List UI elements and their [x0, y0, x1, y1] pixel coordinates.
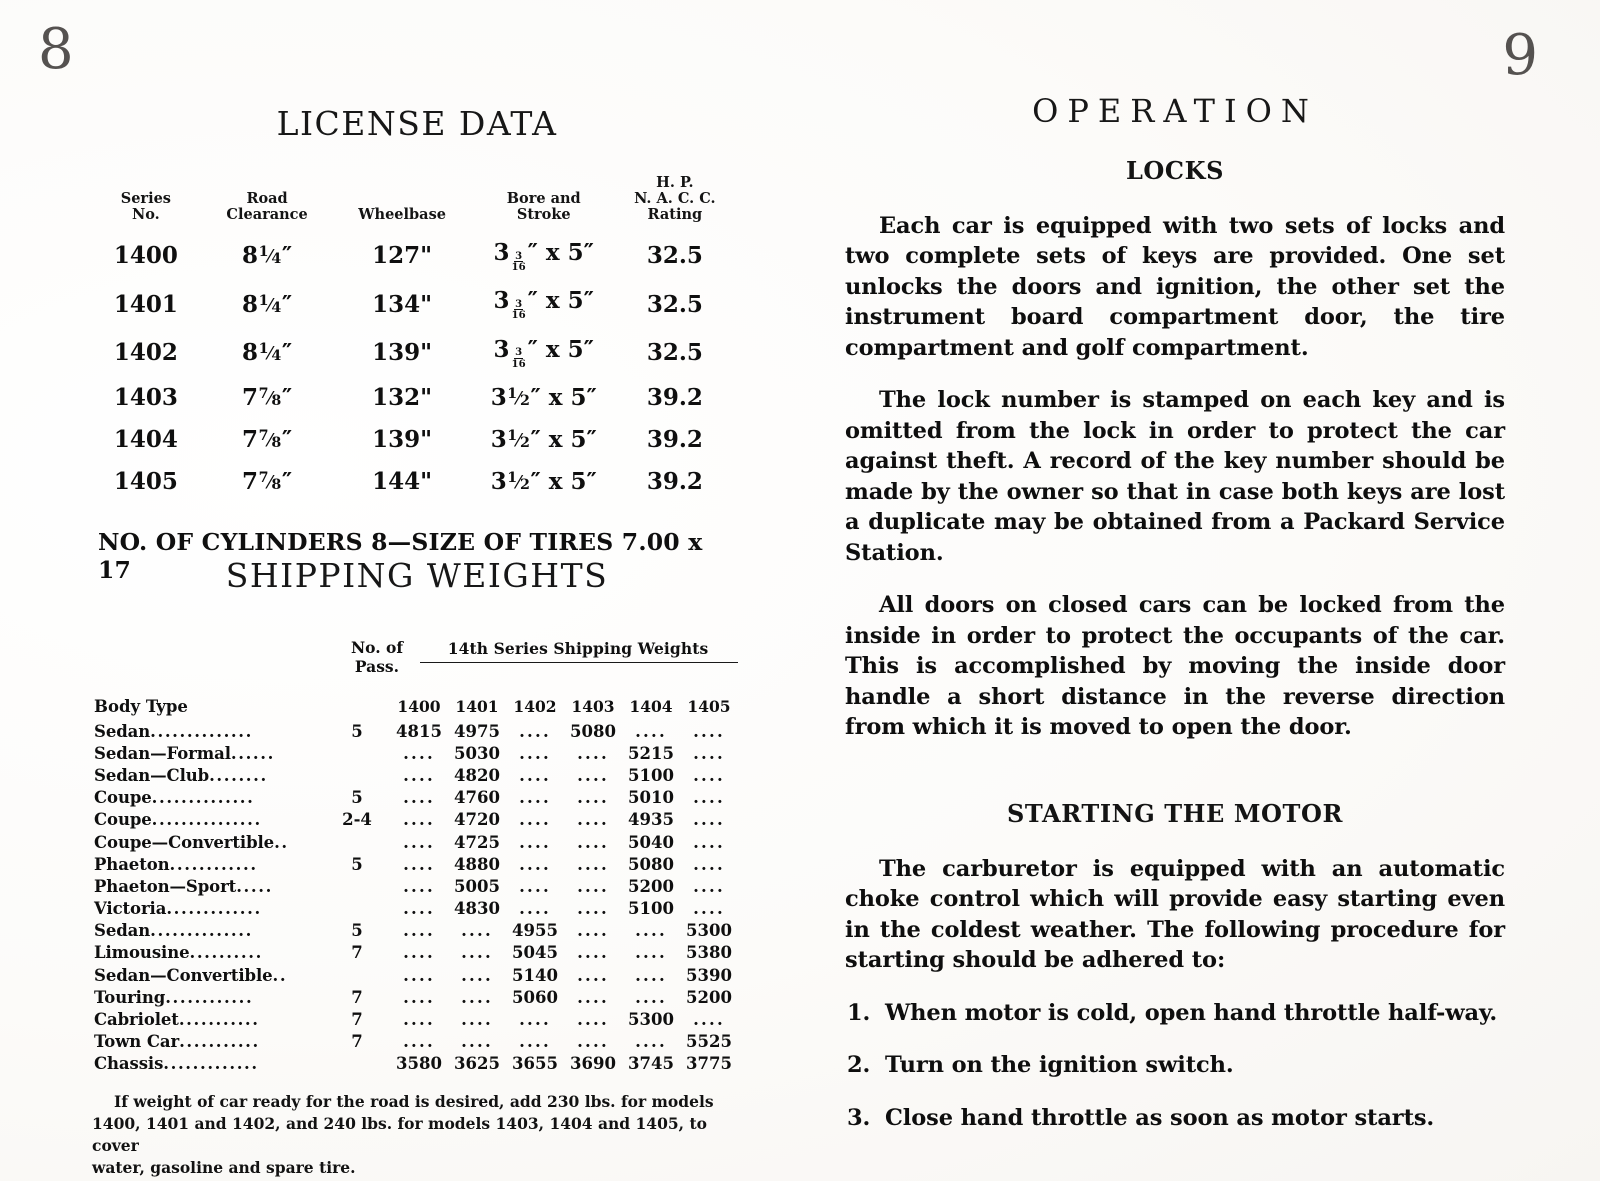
leader-dots: .............. — [151, 788, 255, 808]
shipping-cell-weight-1404: 3745 — [628, 1054, 674, 1074]
license-cell-wheelbase: 132" — [372, 383, 433, 411]
shipping-cell-weight-1401: 4975 — [454, 721, 500, 741]
shipping-body-type-label: Town Car — [94, 1032, 180, 1052]
license-cell-wheelbase: 139" — [372, 338, 433, 366]
shipping-cell-body-type — [92, 898, 324, 920]
leader-dots: ............. — [166, 899, 262, 919]
shipping-cell-weight-1403: .... — [577, 1032, 609, 1052]
leader-dots: ........ — [209, 765, 268, 785]
operation-section — [845, 92, 1505, 1155]
shipping-header-model-1400: 1400 — [397, 697, 441, 716]
shipping-body-type-label: Chassis — [94, 1054, 164, 1074]
shipping-body-type-label: Phaeton—Sport — [94, 876, 237, 896]
leader-dots: .............. — [150, 721, 253, 741]
shipping-cell-weight-1400: 4815 — [396, 721, 442, 741]
shipping-table-row — [92, 898, 738, 920]
license-table-row — [92, 232, 732, 280]
left-page — [92, 0, 742, 1181]
starting-intro-paragraph: The carburetor is equipped with an automatic choke control which will provide easy starting even in the coldest weather. The following procedure for starting should be adhered to: — [845, 855, 1505, 974]
starting-the-motor-heading: STARTING THE MOTOR — [1006, 798, 1344, 828]
license-header-road-clearance: Road Clearance — [226, 190, 308, 224]
shipping-cell-weight-1405: .... — [693, 854, 725, 874]
locks-paragraph: Each car is equipped with two sets of locks and two complete sets of keys are provided. One set unlocks the doors and ignition, the other set the instrument board compartment door, the tire compartment and golf compartment. — [845, 213, 1505, 361]
shipping-table-row — [92, 875, 738, 897]
spacer-after-starting-heading — [845, 828, 1505, 854]
shipping-cell-weight-1405: 5525 — [686, 1032, 732, 1052]
shipping-cell-passengers — [324, 742, 390, 764]
license-cell-road-clearance: 81⁄4″ — [242, 242, 293, 270]
shipping-cell-weight-1400: .... — [403, 788, 435, 808]
shipping-cell-weight-1402: .... — [519, 899, 551, 919]
shipping-cell-weight-1403: .... — [577, 876, 609, 896]
starting-steps-list — [845, 998, 1505, 1133]
shipping-cell-weight-1403: 3690 — [570, 1054, 616, 1074]
shipping-cell-weight-1405: 5300 — [686, 921, 732, 941]
shipping-cell-weight-1405: 5380 — [686, 943, 732, 963]
shipping-weights-table — [92, 697, 738, 1075]
leader-dots: ...... — [230, 743, 275, 763]
shipping-cell-weight-1400: .... — [403, 899, 435, 919]
shipping-cell-weight-1401: .... — [461, 921, 493, 941]
shipping-table-row — [92, 720, 738, 742]
leader-dots: ........... — [179, 1032, 260, 1052]
shipping-cell-weight-1401: 4830 — [454, 899, 500, 919]
spacer-after-operation-title — [845, 130, 1505, 156]
shipping-body-type-label: Coupe — [94, 788, 152, 808]
shipping-cell-weight-1401: 4820 — [454, 765, 500, 785]
shipping-cell-weight-1405: 5200 — [686, 987, 732, 1007]
operation-title: OPERATION — [1032, 92, 1318, 130]
license-table-row — [92, 418, 732, 460]
starting-step-text: Close hand throttle as soon as motor starts. — [885, 1104, 1435, 1131]
locks-paragraphs — [845, 211, 1505, 743]
shipping-footnote-line-1: If weight of car ready for the road is desired, add 230 lbs. for models — [114, 1092, 714, 1111]
shipping-cell-weight-1400: .... — [403, 921, 435, 941]
shipping-cell-passengers — [324, 831, 390, 853]
shipping-cell-weight-1401: .... — [461, 1010, 493, 1030]
shipping-cell-weight-1404: 5200 — [628, 876, 674, 896]
shipping-body-type-label: Sedan—Club — [94, 765, 210, 785]
shipping-table-row — [92, 920, 738, 942]
shipping-cell-body-type — [92, 764, 324, 786]
license-cell-road-clearance: 77⁄8″ — [242, 425, 293, 453]
spacer-after-locks-heading — [845, 185, 1505, 211]
shipping-cell-weight-1405: .... — [693, 743, 725, 763]
shipping-cell-passengers — [324, 764, 390, 786]
shipping-body-type-label: Coupe — [94, 810, 152, 830]
license-cell-bore-and-stroke: 31⁄2″ x 5″ — [490, 467, 597, 495]
shipping-cell-passengers — [324, 898, 390, 920]
shipping-cell-body-type — [92, 809, 324, 831]
shipping-cell-weight-1402: .... — [519, 832, 551, 852]
license-cell-series: 1401 — [113, 290, 178, 318]
shipping-span-label: 14th Series Shipping Weights — [447, 639, 709, 658]
license-header-series: Series No. — [120, 190, 171, 224]
shipping-cell-weight-1401: .... — [461, 943, 493, 963]
license-cell-hp-rating: 32.5 — [646, 338, 703, 366]
shipping-cell-body-type — [92, 831, 324, 853]
shipping-cell-body-type — [92, 787, 324, 809]
shipping-no-of-pass-header: No. of Pass. — [350, 638, 404, 676]
shipping-cell-passengers: 7 — [351, 1032, 363, 1052]
license-cell-hp-rating: 39.2 — [646, 425, 703, 453]
shipping-cell-passengers — [324, 875, 390, 897]
shipping-cell-body-type — [92, 920, 324, 942]
leader-dots: .............. — [150, 921, 253, 941]
license-cell-hp-rating: 39.2 — [646, 467, 703, 495]
shipping-cell-weight-1405: .... — [693, 876, 725, 896]
license-table-row — [92, 460, 732, 502]
shipping-cell-passengers: 2-4 — [342, 810, 372, 830]
shipping-table-row — [92, 742, 738, 764]
shipping-weights-title: SHIPPING WEIGHTS — [225, 556, 609, 595]
shipping-table-row — [92, 764, 738, 786]
shipping-cell-weight-1403: .... — [577, 743, 609, 763]
starting-step-number: 1. — [847, 999, 871, 1026]
shipping-cell-weight-1402: 5140 — [512, 965, 558, 985]
page-number-right: 9 — [1502, 23, 1538, 88]
license-header-bore-stroke: Bore and Stroke — [506, 190, 581, 224]
shipping-cell-weight-1405: .... — [693, 788, 725, 808]
shipping-cell-weight-1401: 5005 — [454, 876, 500, 896]
shipping-cell-weight-1400: .... — [403, 854, 435, 874]
starting-step-text: When motor is cold, open hand throttle half-way. — [885, 999, 1498, 1026]
license-cell-road-clearance: 81⁄4″ — [242, 290, 293, 318]
leader-dots: ............ — [165, 987, 254, 1007]
shipping-cell-weight-1402: .... — [519, 765, 551, 785]
shipping-header-pass-spacer — [324, 697, 390, 720]
license-data-table — [92, 175, 732, 502]
shipping-body-type-label: Touring — [94, 987, 166, 1007]
license-cell-road-clearance: 81⁄4″ — [242, 338, 293, 366]
shipping-cell-weight-1403: .... — [577, 965, 609, 985]
shipping-cell-body-type — [92, 875, 324, 897]
license-table-row — [92, 376, 732, 418]
shipping-weights-span-header — [92, 631, 742, 697]
shipping-table-row — [92, 1031, 738, 1053]
license-cell-road-clearance: 77⁄8″ — [242, 383, 293, 411]
shipping-cell-weight-1402: 3655 — [512, 1054, 558, 1074]
shipping-header-model-1404: 1404 — [629, 697, 673, 716]
shipping-cell-weight-1400: .... — [403, 765, 435, 785]
shipping-cell-weight-1400: .... — [403, 810, 435, 830]
shipping-table-row — [92, 942, 738, 964]
shipping-cell-weight-1401: 4720 — [454, 810, 500, 830]
shipping-table-row — [92, 986, 738, 1008]
license-cell-bore-and-stroke: 3 $\frac{3}{16}$ ″ x 5″ — [493, 287, 594, 322]
shipping-cell-weight-1405: .... — [693, 899, 725, 919]
shipping-cell-weight-1402: .... — [519, 854, 551, 874]
starting-step-number: 3. — [847, 1104, 871, 1131]
shipping-table-row — [92, 1008, 738, 1030]
shipping-cell-weight-1403: 5080 — [570, 721, 616, 741]
shipping-cell-weight-1404: .... — [635, 943, 667, 963]
starting-step-item — [845, 1050, 1505, 1080]
leader-dots: .. — [272, 965, 288, 985]
shipping-cell-weight-1403: .... — [577, 832, 609, 852]
shipping-body-type-label: Sedan — [94, 921, 151, 941]
shipping-cell-weight-1400: .... — [403, 743, 435, 763]
shipping-cell-weight-1402: .... — [519, 876, 551, 896]
shipping-cell-weight-1405: .... — [693, 721, 725, 741]
starting-step-number: 2. — [847, 1052, 871, 1079]
shipping-cell-weight-1400: .... — [403, 832, 435, 852]
shipping-cell-weight-1405: 5390 — [686, 965, 732, 985]
leader-dots: ............ — [169, 854, 258, 874]
shipping-cell-weight-1403: .... — [577, 987, 609, 1007]
shipping-footnote — [92, 1091, 726, 1179]
right-page — [845, 0, 1505, 1181]
locks-paragraph: The lock number is stamped on each key and is omitted from the lock in order to protect the car against theft. A record of the key number should be made by the owner so that in case both keys are lost a duplicate may be obtained from a Packard Service Station. — [845, 387, 1505, 566]
shipping-cell-body-type — [92, 720, 324, 742]
shipping-cell-weight-1402: .... — [519, 1032, 551, 1052]
shipping-body-type-label: Cabriolet — [94, 1010, 179, 1030]
leader-dots: .......... — [189, 943, 263, 963]
shipping-cell-weight-1405: .... — [693, 765, 725, 785]
shipping-body-type-label: Sedan—Convertible — [94, 965, 273, 985]
shipping-cell-weight-1405: .... — [693, 1010, 725, 1030]
shipping-cell-weight-1401: 4760 — [454, 788, 500, 808]
shipping-cell-body-type — [92, 942, 324, 964]
shipping-body-type-label: Sedan — [94, 721, 151, 741]
shipping-cell-passengers: 5 — [351, 721, 363, 741]
license-table-row — [92, 328, 732, 376]
shipping-header-row — [92, 697, 738, 720]
shipping-cell-weight-1401: 4725 — [454, 832, 500, 852]
shipping-span-rule — [420, 662, 738, 663]
shipping-cell-passengers: 5 — [351, 788, 363, 808]
license-cell-hp-rating: 32.5 — [646, 290, 703, 318]
leader-dots: ........... — [178, 1010, 260, 1030]
shipping-body-type-label: Limousine — [94, 943, 190, 963]
license-cell-series: 1405 — [113, 467, 178, 495]
shipping-cell-weight-1401: .... — [461, 987, 493, 1007]
shipping-cell-weight-1401: .... — [461, 1032, 493, 1052]
license-cell-road-clearance: 77⁄8″ — [242, 467, 293, 495]
shipping-weights-section — [92, 556, 742, 1179]
shipping-cell-weight-1404: 5040 — [628, 832, 674, 852]
starting-step-text: Turn on the ignition switch. — [885, 1052, 1234, 1079]
license-cell-wheelbase: 134" — [372, 290, 433, 318]
shipping-cell-body-type — [92, 1031, 324, 1053]
shipping-cell-body-type — [92, 986, 324, 1008]
shipping-cell-weight-1400: .... — [403, 1032, 435, 1052]
shipping-cell-body-type — [92, 964, 324, 986]
shipping-cell-weight-1405: .... — [693, 832, 725, 852]
shipping-cell-passengers: 5 — [351, 854, 363, 874]
shipping-cell-weight-1400: .... — [403, 987, 435, 1007]
shipping-cell-weight-1403: .... — [577, 943, 609, 963]
license-cell-bore-and-stroke: 3 $\frac{3}{16}$ ″ x 5″ — [493, 239, 594, 274]
leader-dots: ............... — [151, 810, 262, 830]
starting-step-item — [845, 1103, 1505, 1133]
locks-heading: LOCKS — [1125, 156, 1225, 185]
shipping-cell-weight-1400: 3580 — [396, 1054, 442, 1074]
shipping-cell-weight-1400: .... — [403, 1010, 435, 1030]
shipping-table-row — [92, 787, 738, 809]
shipping-cell-passengers: 7 — [351, 987, 363, 1007]
shipping-cell-weight-1402: 5060 — [512, 987, 558, 1007]
shipping-cell-weight-1400: .... — [403, 943, 435, 963]
shipping-cell-weight-1403: .... — [577, 854, 609, 874]
license-header-row — [92, 175, 732, 232]
shipping-table-row — [92, 853, 738, 875]
shipping-cell-weight-1401: 4880 — [454, 854, 500, 874]
shipping-cell-weight-1403: .... — [577, 899, 609, 919]
shipping-cell-weight-1403: .... — [577, 810, 609, 830]
shipping-cell-weight-1402: .... — [519, 788, 551, 808]
shipping-cell-weight-1402: .... — [519, 743, 551, 763]
license-cell-bore-and-stroke: 3 $\frac{3}{16}$ ″ x 5″ — [493, 335, 594, 370]
license-cell-wheelbase: 127" — [372, 242, 433, 270]
shipping-cell-weight-1404: .... — [635, 921, 667, 941]
shipping-cell-weight-1400: .... — [403, 965, 435, 985]
license-cell-series: 1400 — [113, 242, 178, 270]
shipping-header-body-type: Body Type — [94, 697, 188, 716]
shipping-cell-weight-1404: 5010 — [628, 788, 674, 808]
shipping-cell-body-type — [92, 1053, 324, 1075]
shipping-header-model-1401: 1401 — [455, 697, 499, 716]
starting-step-item — [845, 998, 1505, 1028]
shipping-header-model-1405: 1405 — [687, 697, 731, 716]
shipping-cell-weight-1401: .... — [461, 965, 493, 985]
shipping-cell-weight-1401: 5030 — [454, 743, 500, 763]
license-cell-bore-and-stroke: 31⁄2″ x 5″ — [490, 383, 597, 411]
license-cell-wheelbase: 139" — [372, 425, 433, 453]
shipping-cell-weight-1404: 5300 — [628, 1010, 674, 1030]
shipping-cell-weight-1402: .... — [519, 810, 551, 830]
shipping-cell-weight-1404: 4935 — [628, 810, 674, 830]
shipping-cell-passengers: 7 — [351, 1010, 363, 1030]
shipping-cell-passengers — [324, 964, 390, 986]
leader-dots: .. — [274, 832, 289, 852]
shipping-table-row — [92, 964, 738, 986]
license-header-hp-rating: H. P. N. A. C. C. Rating — [634, 174, 716, 224]
cylinders-tires-note: NO. OF CYLINDERS 8—SIZE OF TIRES 7.00 x 17 — [98, 528, 703, 585]
shipping-cell-weight-1402: 4955 — [512, 921, 558, 941]
license-data-section — [92, 104, 742, 584]
shipping-footnote-line-3: water, gasoline and spare tire. — [92, 1158, 356, 1177]
shipping-cell-weight-1402: .... — [519, 1010, 551, 1030]
shipping-cell-passengers — [324, 1053, 390, 1075]
shipping-cell-passengers: 7 — [351, 943, 363, 963]
shipping-cell-weight-1404: .... — [635, 1032, 667, 1052]
shipping-header-model-1403: 1403 — [571, 697, 615, 716]
locks-paragraph: All doors on closed cars can be locked from the inside in order to protect the occupants of the car. This is accomplished by moving the inside door handle a short distance in the reverse direction from which it is moved to open the door. — [845, 592, 1505, 741]
shipping-table-row — [92, 831, 738, 853]
license-cell-hp-rating: 32.5 — [646, 242, 703, 270]
shipping-header-model-1402: 1402 — [513, 697, 557, 716]
shipping-cell-weight-1404: .... — [635, 721, 667, 741]
license-cell-wheelbase: 144" — [372, 467, 433, 495]
shipping-body-type-label: Victoria — [94, 899, 167, 919]
shipping-cell-weight-1404: 5080 — [628, 854, 674, 874]
license-cell-hp-rating: 39.2 — [646, 383, 703, 411]
shipping-cell-weight-1404: 5215 — [628, 743, 674, 763]
license-cell-series: 1402 — [113, 338, 178, 366]
shipping-cell-body-type — [92, 742, 324, 764]
license-cell-series: 1403 — [113, 383, 178, 411]
license-data-title: LICENSE DATA — [276, 104, 558, 143]
spacer-before-starting-heading — [845, 765, 1505, 799]
page-number-left: 8 — [38, 17, 74, 82]
shipping-table-row — [92, 809, 738, 831]
shipping-cell-weight-1404: 5100 — [628, 899, 674, 919]
shipping-cell-weight-1402: 5045 — [512, 943, 558, 963]
license-cell-bore-and-stroke: 31⁄2″ x 5″ — [490, 425, 597, 453]
license-cell-series: 1404 — [113, 425, 178, 453]
shipping-cell-weight-1404: 5100 — [628, 765, 674, 785]
shipping-cell-passengers: 5 — [351, 921, 363, 941]
shipping-cell-weight-1405: .... — [693, 810, 725, 830]
shipping-cell-weight-1404: .... — [635, 987, 667, 1007]
shipping-cell-weight-1403: .... — [577, 765, 609, 785]
shipping-cell-weight-1402: .... — [519, 721, 551, 741]
shipping-cell-weight-1403: .... — [577, 788, 609, 808]
shipping-cell-weight-1403: .... — [577, 921, 609, 941]
shipping-cell-weight-1400: .... — [403, 876, 435, 896]
shipping-cell-weight-1403: .... — [577, 1010, 609, 1030]
license-table-row — [92, 280, 732, 328]
license-header-wheelbase: Wheelbase — [358, 206, 446, 224]
shipping-cell-body-type — [92, 853, 324, 875]
shipping-body-type-label: Sedan—Formal — [94, 743, 231, 763]
shipping-footnote-line-2: 1400, 1401 and 1402, and 240 lbs. for models 1403, 1404 and 1405, to cover — [92, 1114, 707, 1155]
shipping-cell-weight-1401: 3625 — [454, 1054, 500, 1074]
leader-dots: ..... — [236, 876, 273, 896]
leader-dots: ............. — [163, 1054, 259, 1074]
shipping-body-type-label: Coupe—Convertible — [94, 832, 275, 852]
shipping-cell-body-type — [92, 1008, 324, 1030]
shipping-table-row — [92, 1053, 738, 1075]
shipping-cell-weight-1405: 3775 — [686, 1054, 732, 1074]
shipping-cell-weight-1404: .... — [635, 965, 667, 985]
shipping-body-type-label: Phaeton — [94, 854, 170, 874]
